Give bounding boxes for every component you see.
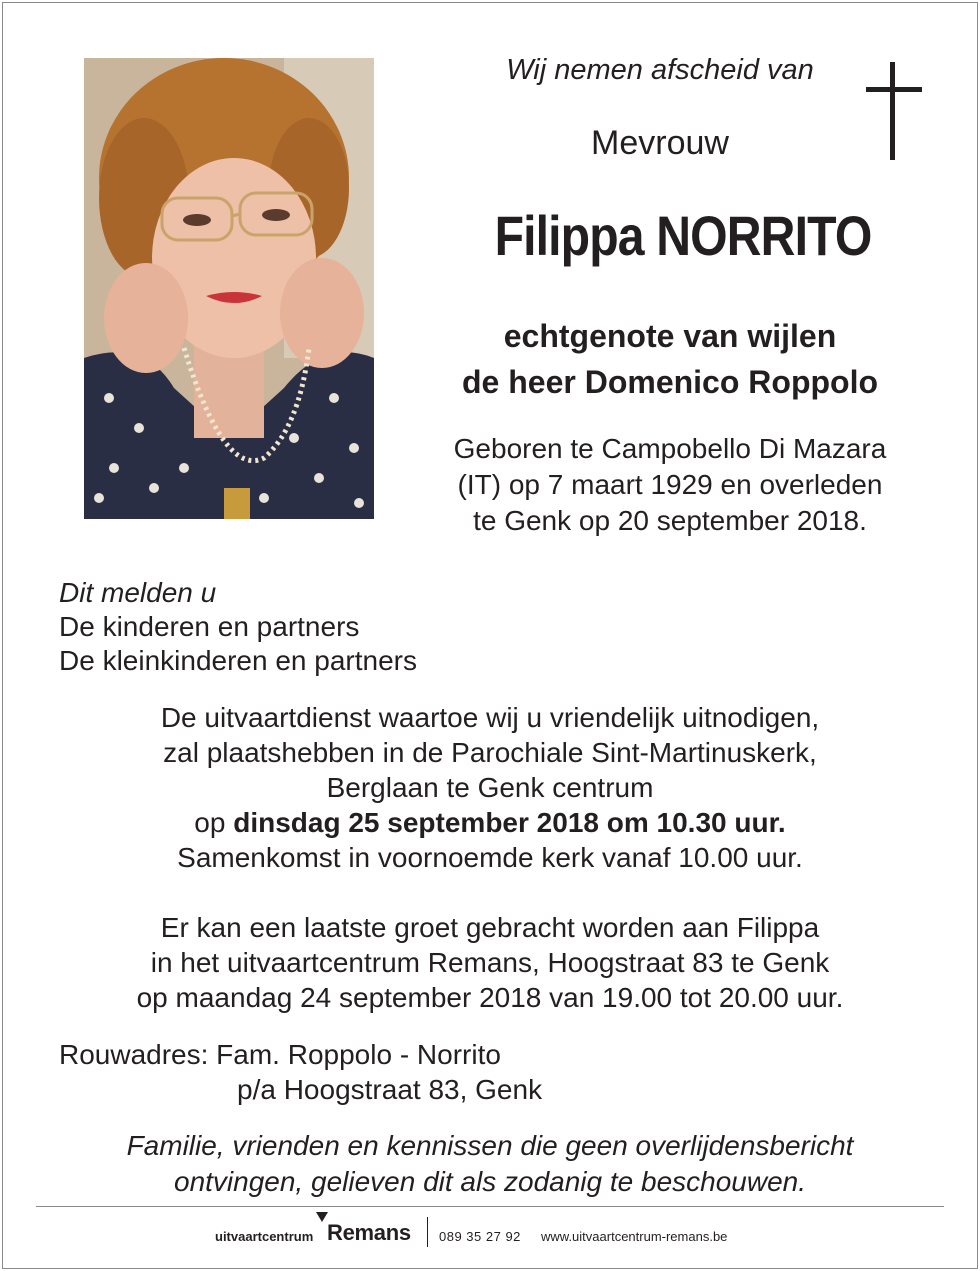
closing-line-1: Familie, vrienden en kennissen die geen overlijdensbericht — [126, 1130, 854, 1161]
announcers-block — [59, 576, 417, 678]
birth-line-1: Geboren te Campobello Di Mazara — [453, 433, 887, 464]
service-date: dinsdag 25 september 2018 om 10.30 uur. — [233, 807, 786, 838]
announce-lead: Dit melden u — [59, 577, 217, 608]
spouse-line-2: de heer Domenico Roppolo — [461, 364, 879, 400]
birth-line-3: te Genk op 20 september 2018. — [473, 505, 867, 536]
service-date-prefix: op — [194, 807, 234, 838]
brand-name: Remans — [327, 1220, 411, 1245]
footer-phone: 089 35 27 92 — [439, 1229, 521, 1244]
footer-separator — [427, 1217, 428, 1247]
visitation-block — [40, 910, 940, 1015]
closing-line-2: ontvingen, gelieven dit als zodanig te beschouwen. — [174, 1166, 806, 1197]
birth-death-block — [410, 431, 930, 539]
intro-line: Wij nemen afscheid van — [506, 54, 814, 86]
honorific: Mevrouw — [591, 124, 729, 162]
spouse-block — [410, 313, 930, 405]
visit-line-3: op maandag 24 september 2018 van 19.00 tot 20.00 uur. — [136, 982, 844, 1013]
announce-line-2: De kleinkinderen en partners — [59, 645, 417, 676]
mourning-address — [59, 1037, 542, 1107]
funeral-service-block — [40, 700, 940, 875]
address-line-1: Rouwadres: Fam. Roppolo - Norrito — [59, 1039, 501, 1070]
visit-line-2: in het uitvaartcentrum Remans, Hoogstraat 83 te Genk — [150, 947, 830, 978]
spouse-line-1: echtgenote van wijlen — [503, 318, 837, 354]
footer — [0, 1212, 980, 1252]
brand-small-text: uitvaartcentrum — [215, 1229, 314, 1244]
address-line-2: p/a Hoogstraat 83, Genk — [237, 1074, 543, 1105]
service-line-2: zal plaatshebben in de Parochiale Sint-Martinuskerk, — [163, 737, 817, 768]
service-line-5: Samenkomst in voornoemde kerk vanaf 10.00 uur. — [177, 842, 803, 873]
footer-website: www.uitvaartcentrum-remans.be — [541, 1229, 728, 1244]
footer-divider — [36, 1206, 944, 1207]
closing-note — [40, 1128, 940, 1200]
service-line-4 — [40, 805, 940, 840]
birth-line-2: (IT) op 7 maart 1929 en overleden — [457, 469, 883, 500]
portrait-photo — [84, 58, 374, 519]
deceased-name: Filippa NORRITO — [494, 204, 872, 267]
visit-line-1: Er kan een laatste groet gebracht worden aan Filippa — [160, 912, 820, 943]
announce-line-1: De kinderen en partners — [59, 611, 360, 642]
service-line-1: De uitvaartdienst waartoe wij u vriendelijk uitnodigen, — [160, 702, 820, 733]
service-line-3: Berglaan te Genk centrum — [326, 772, 654, 803]
